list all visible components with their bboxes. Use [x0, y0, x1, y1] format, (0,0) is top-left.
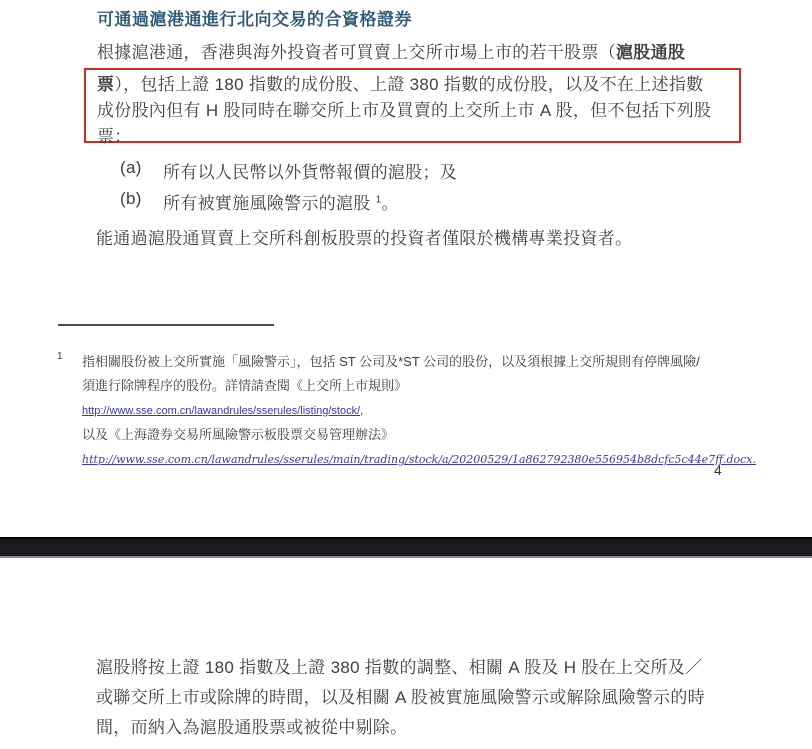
bottom-paragraph-line-1: 滬股將按上證 180 指數及上證 380 指數的調整、相關 A 股及 H 股在上交所及／	[96, 658, 703, 677]
highlighted-line-3: 票：	[97, 127, 132, 146]
page-break-bar	[0, 537, 812, 558]
footnote-line-2: 須進行除牌程序的股份。詳情請查閱《上交所上市規則》	[82, 378, 408, 393]
list-item-b-text	[163, 189, 399, 214]
footnote-marker: 1	[57, 351, 63, 362]
intro-paragraph-line1	[97, 38, 685, 63]
highlighted-bold-term: 票	[97, 75, 115, 94]
highlighted-line-1-text: ），包括上證 180 指數的成份股、上證 380 指數的成份股，以及不在上述指數	[114, 75, 704, 94]
red-highlight-box	[84, 68, 741, 146]
footnote-reference: 1	[375, 194, 382, 206]
index-adjustment-paragraph	[96, 653, 705, 743]
list-item-b-body: 所有被實施風險警示的滬股	[163, 194, 371, 213]
sse-listing-rules-link[interactable]: http://www.sse.com.cn/lawandrules/sserules/listing/stock/	[82, 405, 361, 417]
bottom-paragraph-line-3: 間，而納入為滬股通股票或被從中剔除。	[96, 718, 408, 737]
link2-trailing-period: .	[752, 453, 757, 466]
highlighted-text	[97, 72, 711, 150]
footnote-block	[82, 350, 756, 472]
list-item-b-label: (b)	[120, 189, 142, 208]
section-heading: 可通過滬港通進行北向交易的合資格證券	[97, 10, 412, 29]
star-board-paragraph: 能通過滬股通買賣上交所科創板股票的投資者僅限於機構專業投資者。	[96, 229, 633, 248]
highlighted-line-2: 成份股內但有 H 股同時在聯交所上市及買賣的上交所上市 A 股，但不包括下列股	[97, 101, 712, 120]
list-item-a-label: (a)	[120, 158, 142, 177]
page-number: 4	[714, 462, 722, 478]
footnote-line-3	[82, 398, 756, 423]
list-item-a-text: 所有以人民幣以外貨幣報價的滬股；及	[163, 163, 458, 182]
footnote-line-1: 指相關股份被上交所實施「風險警示」，包括 ST 公司及*ST 公司的股份，以及須根據上交所規則有停牌風險/	[82, 354, 700, 369]
intro-bold-term: 滬股通股	[616, 43, 686, 62]
footnote-line-4: 以及《上海證券交易所風險警示板股票交易管理辦法》	[82, 427, 395, 442]
footnote-divider	[58, 324, 274, 326]
sse-risk-alert-measures-link[interactable]: http://www.sse.com.cn/lawandrules/sserules/main/trading/stock/a/20200529/1a862792380e556954b8dcfc5c44e7ff.docx	[82, 453, 753, 466]
list-item-b-suffix: 。	[381, 194, 399, 213]
footnote-line-5	[82, 447, 756, 472]
highlighted-line-1	[97, 72, 711, 98]
intro-text: 根據滬港通，香港與海外投資者可買賣上交所市場上市的若干股票（	[97, 43, 616, 62]
bottom-paragraph-line-2: 或聯交所上市或除牌的時間，以及相關 A 股被實施風險警示或解除風險警示的時	[96, 688, 705, 707]
link1-trailing-comma: ,	[360, 405, 364, 417]
